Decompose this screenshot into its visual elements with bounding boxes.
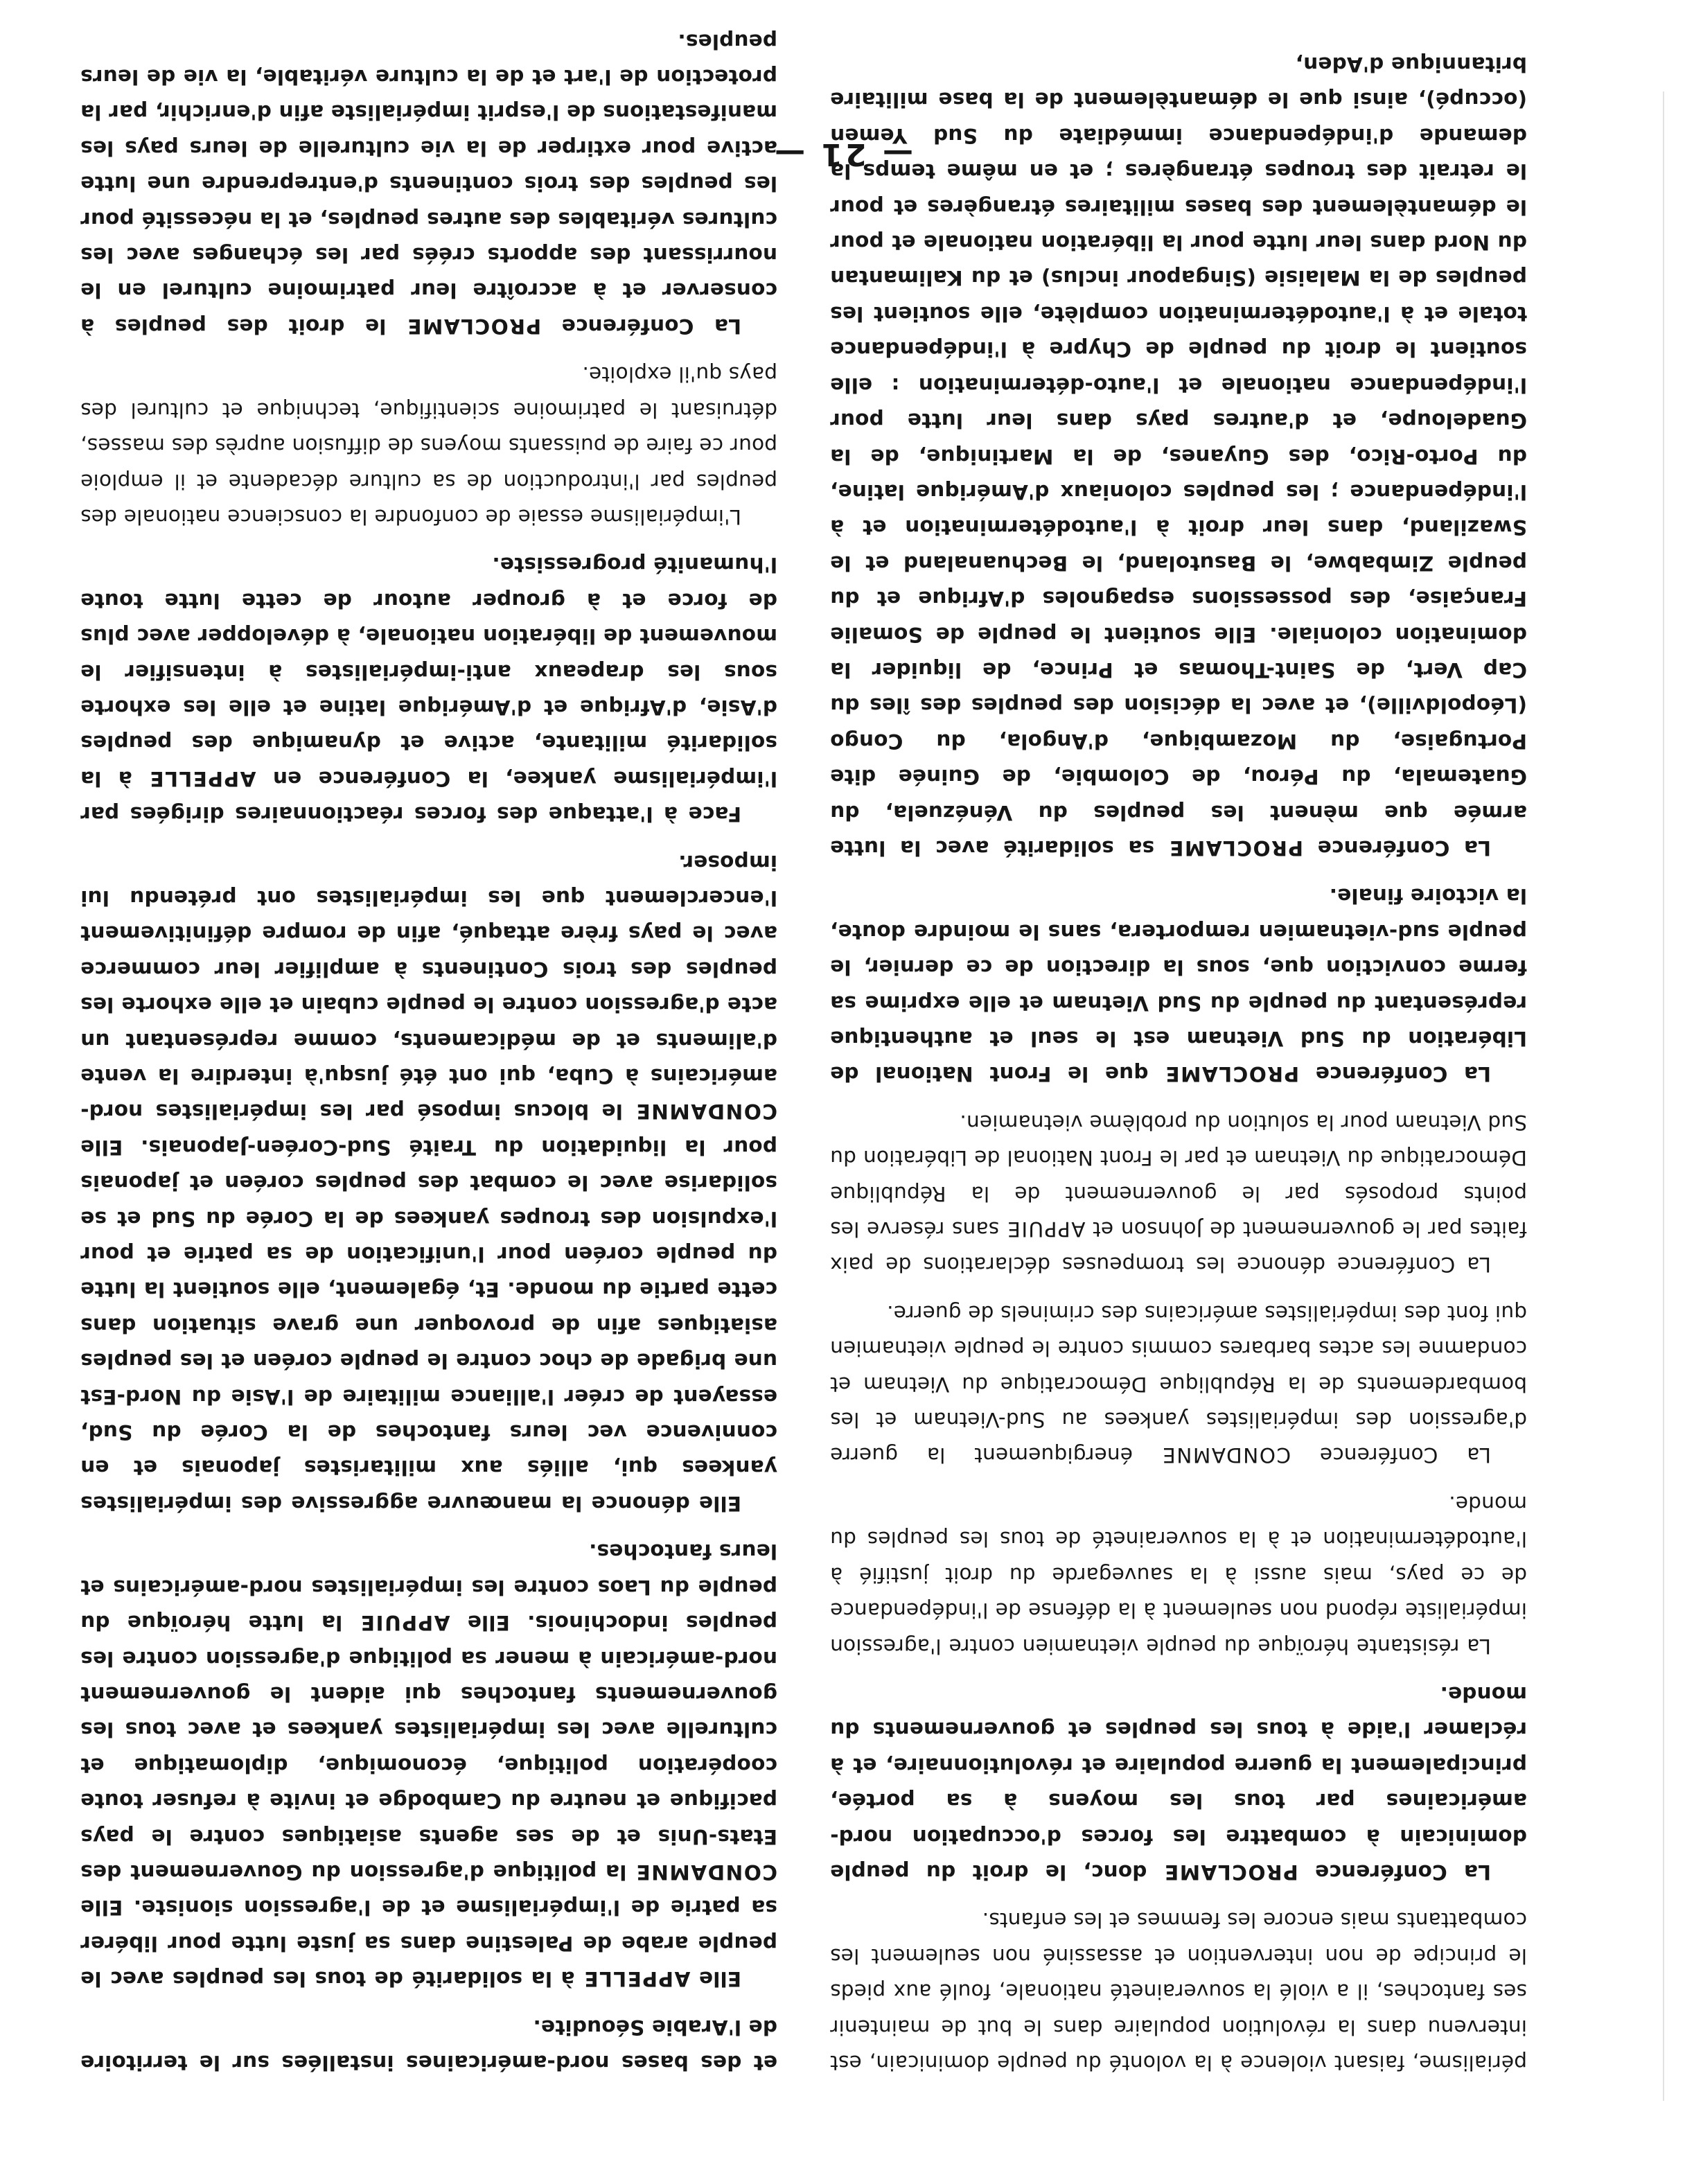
paragraph-national-liberation-front: La Conférence PROCLAME que le Front National de Libération du Sud Vietnam est le seul et authentique représentant du peuple du Sud Vietnam et elle exprime sa ferme conviction que, sous la direction de ce dernier, le peuple sud-vietnamien remportera, sans le moindre doute, la victoire finale. — [829, 884, 1527, 1086]
right-column — [80, 10, 777, 2080]
paragraph-arabia-bases: et des bases nord-américaines installées sur le territoire de l'Arabie Séoudite. — [80, 2015, 777, 2075]
left-column — [830, 34, 1527, 2080]
keyword-emphasis: CONDAMNE — [635, 1860, 777, 1884]
paragraph-vietnam-condemn: La Conférence CONDAMNE énergiquement la guerre d'agression des impérialistes yankees au Sud-Vietnam et les bombardements de la République Démocratique du Vietnam et condamne les actes barbares commis contre le peuple vietnamien qui font des impérialistes américains des criminels de guerre. — [829, 1301, 1527, 1468]
keyword-emphasis: PROCLAME — [1168, 836, 1303, 860]
keyword-emphasis: PROCLAME — [406, 314, 542, 338]
keyword-emphasis: PROCLAME — [1163, 1860, 1298, 1884]
paragraph-peace-declarations: La Conférence dénonce les trompeuses déclarations de paix faites par le gouvernement de Johnson et APPUIE sans réserve les points proposés par le gouvernement de la République Démocratique du Vietnam et par le Front National de Libération du Sud Vietnam pour la solution du problème vietnamien. — [830, 1110, 1527, 1277]
keyword-emphasis: APPUIE — [1006, 1217, 1086, 1242]
keyword-emphasis: PROCLAME — [1164, 1062, 1300, 1086]
keyword-emphasis: CONDAMNE — [635, 1100, 777, 1124]
page-number: — 21 — — [772, 136, 913, 172]
paragraph-dominican-intervention: périalisme, faisant violence à la volonté du peuple dominicain, est intervenu dans la révolution populaire dans le but de maintenir ses fantoches, il a violé la souveraineté nationale, foulé aux pieds le principe de non intervention et assassiné non seulement les combattants mais encore les femmes et les enfants. — [830, 1908, 1527, 2075]
paragraph-armed-struggle-solidarity: La Conférence PROCLAME sa solidarité avec la lutte armée que mènent les peuples du Vénézuela, du Guatemala, du Pérou, de Colombie, de Guinée dite Portugaise, du Mozambique, d'Angola, du Congo (Léopoldville), et avec la décision des peuples des îles du Cap Vert, de Saint-Thomas et Prince, de liquider la domination coloniale. Elle soutient le peuple de Somalie Française, des possessions espagnoles d'Afrique et du peuple Zimbabwe, le Basutoland, le Bechuanaland et le Swaziland, dans leur droit à l'autodétermination et à l'indépendance ; les peuples coloniaux d'Amérique latine, du Porto-Rico, des Guyanes, de la Martinique, de la Guadeloupe, et d'autres pays dans leur lutte pour l'indépendance nationale et l'auto-détermination : elle soutient le droit du peuple de Chypre à l'indépendance totale et à l'autodétermination complète, elle soutient les peuples de la Malaisie (Singapour inclus) et du Kalimantan du Nord dans leur lutte pour la libération nationale et pour le démantèlement des bases militaires étrangères et pour le retrait des troupes étrangères ; et en même temps la demande d'indépendance immédiate du Sud Yemen (occupé), ainsi que le démantèlement de la base militaire britannique d'Aden, — [829, 53, 1527, 860]
paragraph-palestine-cambodia-laos: Elle APPELLE à la solidarité de tous les peuples avec le peuple arabe de Palestine dans sa juste lutte pour libérer sa patrie de l'impérialisme et de l'agression sioniste. Elle CONDAMNE la politique d'agression du Gouvernement des Etats-Unis et de ses agents asiatiques contre le pays pacifique et neutre du Cambodge et invite à refuser toute coopération politique, économique, diplomatique et culturelle avec les impérialistes yankees et avec tous les gouvernements fantoches qui aident le gouvernement nord-américain à mener sa politique d'agression contre les peuples indochinois. Elle APPUIE la lutte héroïque du peuple du Laos contre les impérialistes nord-américains et leurs fantoches. — [80, 1540, 777, 1991]
keyword-emphasis: APPELLE — [583, 1967, 691, 1991]
paragraph-vietnam-resistance: La résistante héroïque du peuple vietnamien contre l'agression impérialiste répond non seulement à la défense de l'indépendance de ce pays, mais aussi à la sauvegarde du droit justifié à l'autodétermination et à la souveraineté de tous les peuples du monde. — [830, 1491, 1527, 1658]
keyword-emphasis: CONDAMNE — [1161, 1443, 1291, 1468]
keyword-emphasis: APPELLE — [149, 766, 256, 791]
paragraph-cultural-imperialism: L'impérialisme essaie de confondre la conscience nationale des peuples par l'introduction de sa culture décadente et il emploie pour ce faire de puissants moyens de diffusion auprès des masses, détruisant le patrimoine scientifique, technique et culturel des pays qu'il exploite. — [80, 362, 777, 529]
keyword-emphasis: APPUIE — [360, 1611, 450, 1635]
paragraph-dominican-right: La Conférence PROCLAME donc, le droit du peuple dominicain à combattre les forces d'occupation nord-américaines par tous les moyens à sa portée, principalement la guerre populaire et révolutionnaire, et à réclamer l'aide à tous les peuples et gouvernements du monde. — [830, 1682, 1527, 1884]
paragraph-solidarity-appeal: Face à l'attaque des forces réactionnaires dirigées par l'impérialisme yankee, la Conférence en APPELLE à la solidarité militante, active et dynamique des peuples d'Asie, d'Afrique et d'Amérique latine et elle les exhorte sous les drapeaux anti-impérialistes à intensifier le mouvement de libération nationale, à développer avec plus de force et à grouper autour de cette lutte toute l'humanité progressiste. — [80, 553, 777, 827]
paragraph-cultural-heritage: La Conférence PROCLAME le droit des peuples à conserver et à accroître leur patrimoine culturel en le nourrissant des apports créés par les échanges avec les cultures véritables des autres peuples, et la nécessité pour les peuples des trois continents d'entreprendre une lutte active pour extirper de la vie culturelle de leurs pays les manifestations de l'esprit impérialiste afin d'enrichir, par la protection de l'art et de la culture véritable, la vie de leurs peuples. — [80, 29, 777, 338]
paragraph-korea-cuba: Elle dénonce la manœuvre aggressive des impérialistes yankees qui, alliés aux militaristes japonais et en connivence vec leurs fantoches de la Corée du Sud, essayent de créer l'alliance militaire de l'Asie du Nord-Est une brigade de choc contre le peuple coréen et les peuples asiatiques afin de provoquer une grave situation dans cette partie du monde. Et, également, elle soutient la lutte du peuple coréen pour l'unification de sa patrie et pour l'expulsion des troupes yankees de la Corée du Sud et se solidarise avec le combat des peuples coréen et japonais pour la liquidation du Traité Sud-Coréen-Japonais. Elle CONDAMNE le blocus imposé par les impérialistes nord-américains à Cuba, qui ont été jusqu'à interdire la vente d'aliments et de médicaments, comme représentant un acte d'agression contre le peuple cubain et elle exhorte les peuples des trois Continents à amplifier leur commerce avec le pays frère attaqué, afin de rompre définitivement l'encerclement que les impérialistes ont prétendu lui imposer. — [80, 850, 777, 1515]
binding-edge — [1663, 91, 1664, 2101]
